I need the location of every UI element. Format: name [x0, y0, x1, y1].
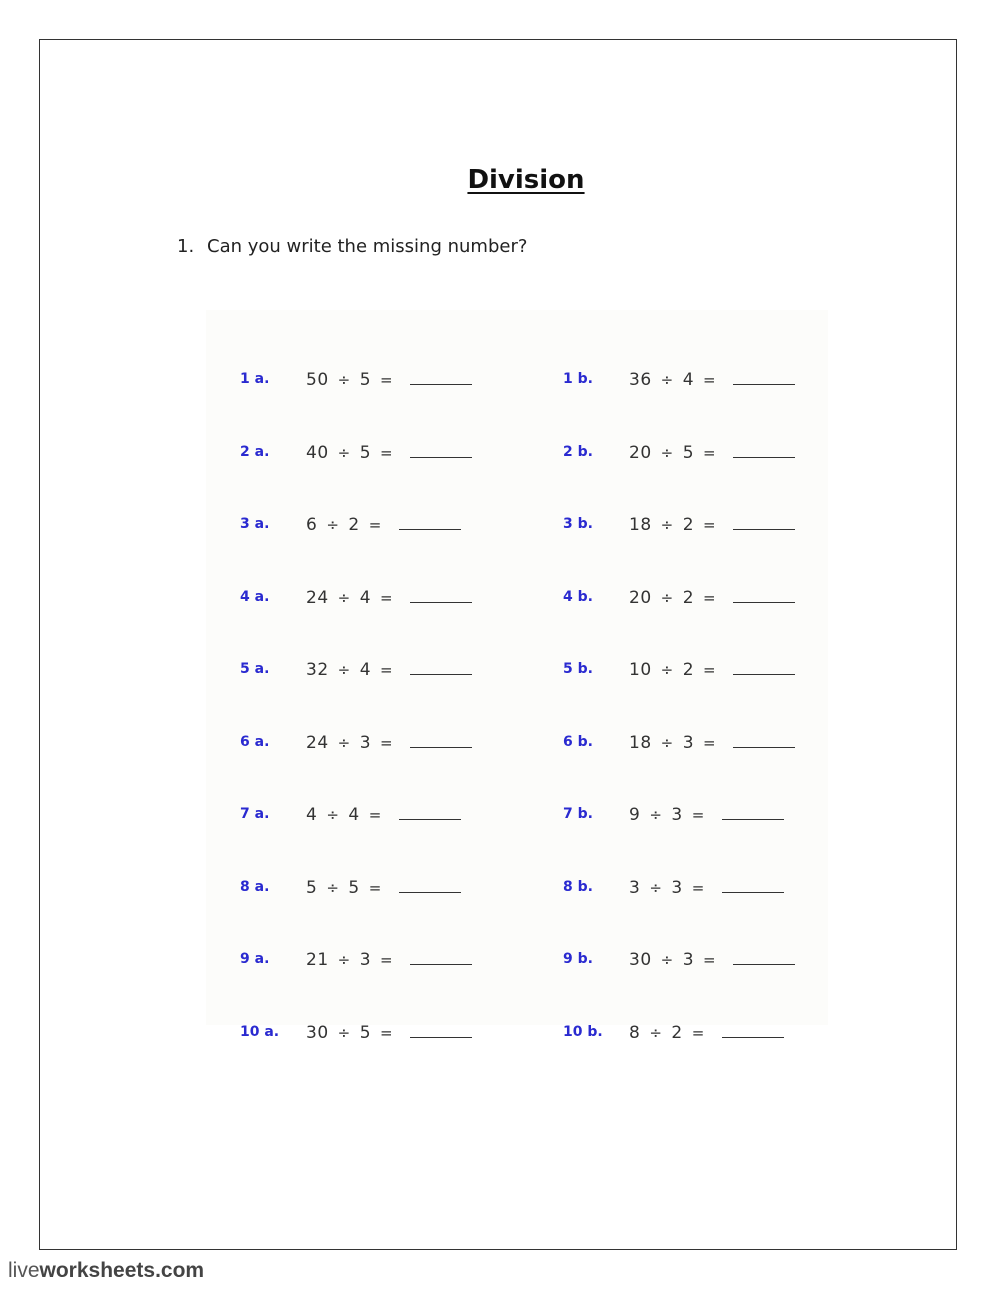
divisor: 3 — [671, 877, 683, 898]
equals-sign: = — [691, 878, 705, 897]
equals-sign: = — [703, 661, 717, 679]
divisor: 4 — [682, 370, 695, 390]
divide-sign: ÷ — [660, 516, 674, 534]
divide-sign: ÷ — [660, 443, 674, 462]
dividend: 10 — [629, 660, 652, 680]
worksheet-page — [39, 39, 957, 1250]
problem-label: 2 b. — [563, 443, 593, 460]
answer-blank[interactable] — [733, 733, 795, 748]
divide-sign: ÷ — [649, 806, 663, 824]
dividend: 30 — [306, 1022, 329, 1043]
equals-sign: = — [380, 443, 394, 462]
problem-expression — [306, 948, 472, 972]
problem-label: 7 a. — [240, 806, 270, 822]
answer-blank[interactable] — [399, 878, 461, 893]
dividend: 9 — [629, 805, 641, 825]
equals-sign: = — [368, 806, 382, 824]
divide-sign: ÷ — [649, 878, 663, 897]
equals-sign: = — [380, 661, 394, 679]
divide-sign: ÷ — [337, 443, 351, 462]
divisor: 4 — [348, 805, 360, 825]
question-prompt — [177, 236, 527, 257]
answer-blank[interactable] — [722, 805, 784, 820]
footer-brand — [8, 1259, 204, 1283]
answer-blank[interactable] — [733, 370, 795, 385]
answer-blank[interactable] — [410, 588, 472, 603]
equals-sign: = — [380, 588, 394, 607]
dividend: 50 — [306, 370, 329, 390]
divisor: 4 — [359, 587, 372, 608]
page-title — [40, 165, 956, 195]
dividend: 4 — [306, 805, 318, 825]
problem-expression — [306, 586, 472, 610]
problem-expression — [629, 368, 795, 392]
divide-sign: ÷ — [649, 1023, 663, 1042]
divisor: 5 — [348, 877, 360, 898]
answer-blank[interactable] — [410, 733, 472, 748]
problem-label: 4 b. — [563, 588, 593, 605]
divide-sign: ÷ — [326, 516, 340, 534]
divide-sign: ÷ — [326, 878, 340, 897]
divisor: 2 — [682, 515, 695, 535]
divisor: 2 — [671, 1022, 683, 1043]
problem-label: 6 a. — [240, 733, 270, 750]
equals-sign: = — [380, 951, 394, 969]
divide-sign: ÷ — [337, 661, 351, 679]
problem-expression — [629, 948, 795, 972]
divisor: 5 — [359, 370, 372, 390]
answer-blank[interactable] — [410, 443, 472, 458]
problem-expression — [306, 368, 472, 392]
equals-sign: = — [703, 371, 717, 389]
answer-blank[interactable] — [410, 950, 472, 965]
problem-label: 4 a. — [240, 588, 270, 605]
divide-sign: ÷ — [660, 588, 674, 607]
divide-sign: ÷ — [337, 951, 351, 969]
equals-sign: = — [691, 1023, 705, 1042]
divisor: 5 — [359, 1022, 372, 1043]
divide-sign: ÷ — [337, 1023, 351, 1042]
problem-label: 6 b. — [563, 733, 593, 750]
divisor: 3 — [359, 732, 372, 753]
answer-blank[interactable] — [410, 370, 472, 385]
answer-blank[interactable] — [722, 878, 784, 893]
problem-expression — [306, 658, 472, 682]
divisor: 3 — [671, 805, 683, 825]
dividend: 30 — [629, 950, 652, 970]
problem-expression — [629, 1021, 784, 1045]
divide-sign: ÷ — [660, 733, 674, 752]
problem-label: 10 a. — [240, 1023, 280, 1040]
answer-blank[interactable] — [410, 660, 472, 675]
problem-label: 8 a. — [240, 878, 270, 895]
problem-label: 5 b. — [563, 661, 593, 677]
dividend: 36 — [629, 370, 652, 390]
dividend: 3 — [629, 877, 641, 898]
dividend: 6 — [306, 515, 318, 535]
divide-sign: ÷ — [337, 588, 351, 607]
problem-expression — [629, 586, 795, 610]
dividend: 20 — [629, 587, 652, 608]
question-number: 1. — [177, 236, 195, 257]
page-title-text: Division — [467, 165, 585, 195]
problem-expression — [629, 876, 784, 900]
problem-expression — [306, 1021, 472, 1045]
problem-label: 8 b. — [563, 878, 593, 895]
answer-blank[interactable] — [733, 660, 795, 675]
divisor: 3 — [682, 732, 695, 753]
problem-label: 1 a. — [240, 371, 270, 387]
problem-expression — [629, 513, 795, 537]
problem-expression — [306, 803, 461, 827]
answer-blank[interactable] — [733, 950, 795, 965]
equals-sign: = — [691, 806, 705, 824]
divisor: 5 — [359, 442, 372, 463]
divide-sign: ÷ — [660, 951, 674, 969]
dividend: 24 — [306, 587, 329, 608]
divide-sign: ÷ — [337, 733, 351, 752]
dividend: 18 — [629, 515, 652, 535]
divide-sign: ÷ — [337, 371, 351, 389]
problem-expression — [629, 441, 795, 465]
problem-label: 5 a. — [240, 661, 270, 677]
dividend: 20 — [629, 442, 652, 463]
problem-expression — [306, 731, 472, 755]
dividend: 8 — [629, 1022, 641, 1043]
equals-sign: = — [703, 516, 717, 534]
problem-label: 10 b. — [563, 1023, 603, 1040]
dividend: 5 — [306, 877, 318, 898]
equals-sign: = — [703, 588, 717, 607]
problem-label: 9 a. — [240, 951, 270, 967]
question-text: Can you write the missing number? — [207, 236, 528, 257]
divisor: 2 — [682, 660, 695, 680]
equals-sign: = — [380, 733, 394, 752]
divide-sign: ÷ — [660, 661, 674, 679]
problem-expression — [629, 658, 795, 682]
problem-label: 3 b. — [563, 516, 593, 532]
answer-blank[interactable] — [410, 1023, 472, 1038]
problem-expression — [306, 513, 461, 537]
divisor: 5 — [682, 442, 695, 463]
answer-blank[interactable] — [399, 515, 461, 530]
divisor: 2 — [682, 587, 695, 608]
problem-label: 1 b. — [563, 371, 593, 387]
dividend: 24 — [306, 732, 329, 753]
problem-grid — [206, 310, 828, 1043]
dividend: 40 — [306, 442, 329, 463]
equals-sign: = — [368, 878, 382, 897]
divisor: 3 — [359, 950, 372, 970]
answer-blank[interactable] — [733, 443, 795, 458]
problem-expression — [629, 803, 784, 827]
divide-sign: ÷ — [326, 806, 340, 824]
answer-blank[interactable] — [722, 1023, 784, 1038]
equals-sign: = — [703, 951, 717, 969]
problem-expression — [629, 731, 795, 755]
answer-blank[interactable] — [399, 805, 461, 820]
equals-sign: = — [380, 1023, 394, 1042]
equals-sign: = — [380, 371, 394, 389]
brand-live: live — [8, 1259, 40, 1282]
problem-label: 2 a. — [240, 443, 270, 460]
answer-blank[interactable] — [733, 588, 795, 603]
brand-worksheets: worksheets — [39, 1259, 156, 1282]
dividend: 18 — [629, 732, 652, 753]
dividend: 32 — [306, 660, 329, 680]
problem-label: 9 b. — [563, 951, 593, 967]
dividend: 21 — [306, 950, 329, 970]
problem-expression — [306, 441, 472, 465]
answer-blank[interactable] — [733, 515, 795, 530]
problem-label: 7 b. — [563, 806, 593, 822]
equals-sign: = — [703, 443, 717, 462]
divisor: 4 — [359, 660, 372, 680]
problem-label: 3 a. — [240, 516, 270, 532]
divisor: 3 — [682, 950, 695, 970]
problem-expression — [306, 876, 461, 900]
equals-sign: = — [703, 733, 717, 752]
divisor: 2 — [348, 515, 360, 535]
equals-sign: = — [368, 516, 382, 534]
divide-sign: ÷ — [660, 371, 674, 389]
brand-tld: .com — [155, 1259, 205, 1282]
